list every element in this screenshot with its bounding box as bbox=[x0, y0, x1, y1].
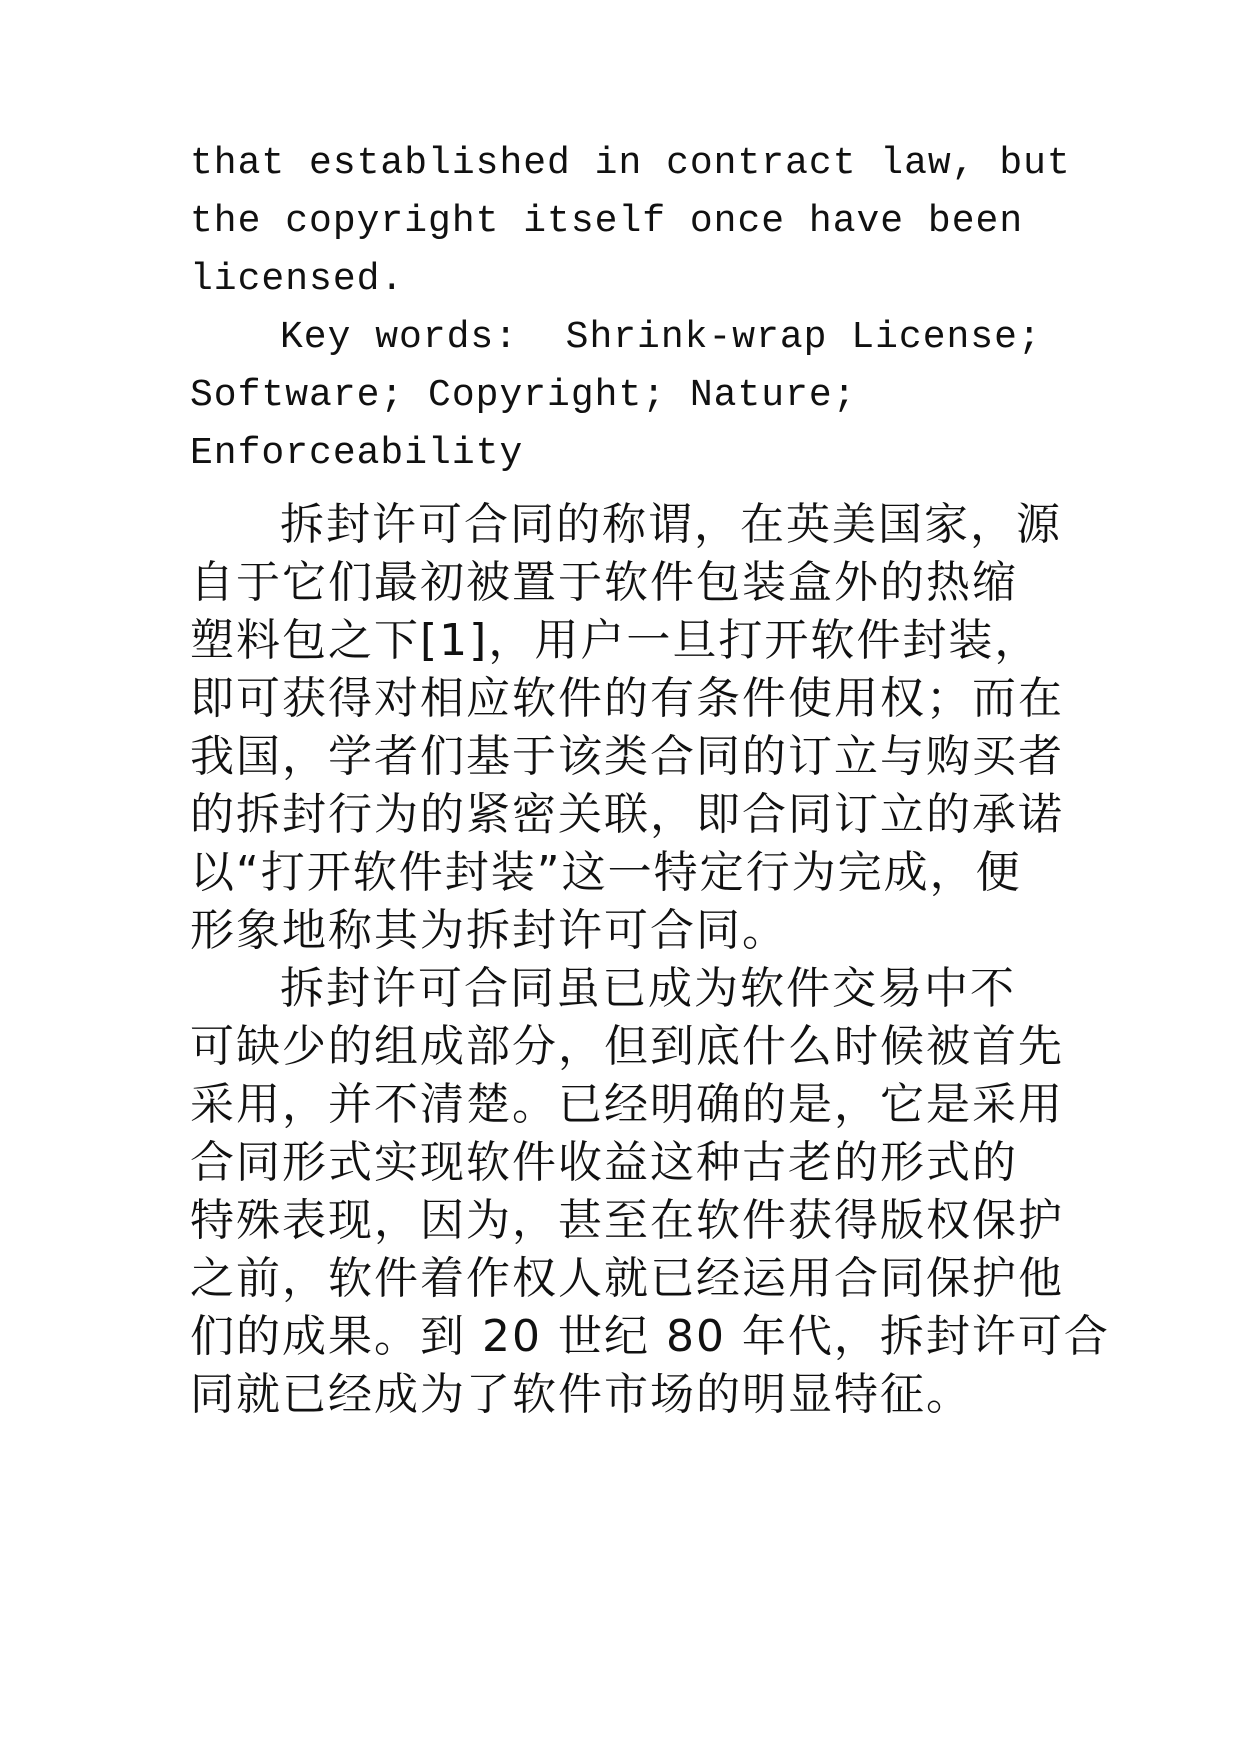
abstract-line: the copyright itself once have been bbox=[190, 200, 1024, 243]
paragraph-line: 同就已经成为了软件市场的明显特征。 bbox=[190, 1369, 972, 1420]
paragraph-line: 之前，软件着作权人就已经运用合同保护他 bbox=[190, 1253, 1064, 1304]
abstract-line: that established in contract law, but bbox=[190, 142, 1071, 185]
paragraph-line: 以“打开软件封装”这一特定行为完成，便 bbox=[190, 847, 1022, 898]
paragraph-line: 合同形式实现软件收益这种古老的形式的 bbox=[190, 1137, 1018, 1188]
paragraph-line: 我国，学者们基于该类合同的订立与购买者 bbox=[190, 731, 1064, 782]
abstract-line: licensed. bbox=[190, 258, 405, 301]
keywords-line: Enforceability bbox=[190, 432, 524, 475]
keywords-line: Software; Copyright; Nature; bbox=[190, 374, 857, 417]
paragraph-line: 特殊表现，因为，甚至在软件获得版权保护 bbox=[190, 1195, 1064, 1246]
paragraph-line: 的拆封行为的紧密关联，即合同订立的承诺 bbox=[190, 789, 1064, 840]
paragraph-line: 自于它们最初被置于软件包装盒外的热缩 bbox=[190, 557, 1018, 608]
paragraph-line: 们的成果。到 20 世纪 80 年代，拆封许可合 bbox=[190, 1311, 1110, 1362]
paragraph-line: 形象地称其为拆封许可合同。 bbox=[190, 905, 788, 956]
paragraph-line: 可缺少的组成部分，但到底什么时候被首先 bbox=[190, 1021, 1064, 1072]
paragraph-line: 塑料包之下[1]，用户一旦打开软件封装， bbox=[190, 615, 1041, 666]
keywords-line: Key words: Shrink-wrap License; bbox=[280, 316, 1042, 359]
paragraph-line: 拆封许可合同虽已成为软件交易中不 bbox=[280, 963, 1016, 1014]
paragraph-line: 采用，并不清楚。已经明确的是，它是采用 bbox=[190, 1079, 1064, 1130]
paragraph-line: 即可获得对相应软件的有条件使用权；而在 bbox=[190, 673, 1064, 724]
paragraph-line: 拆封许可合同的称谓，在英美国家，源 bbox=[280, 499, 1062, 550]
